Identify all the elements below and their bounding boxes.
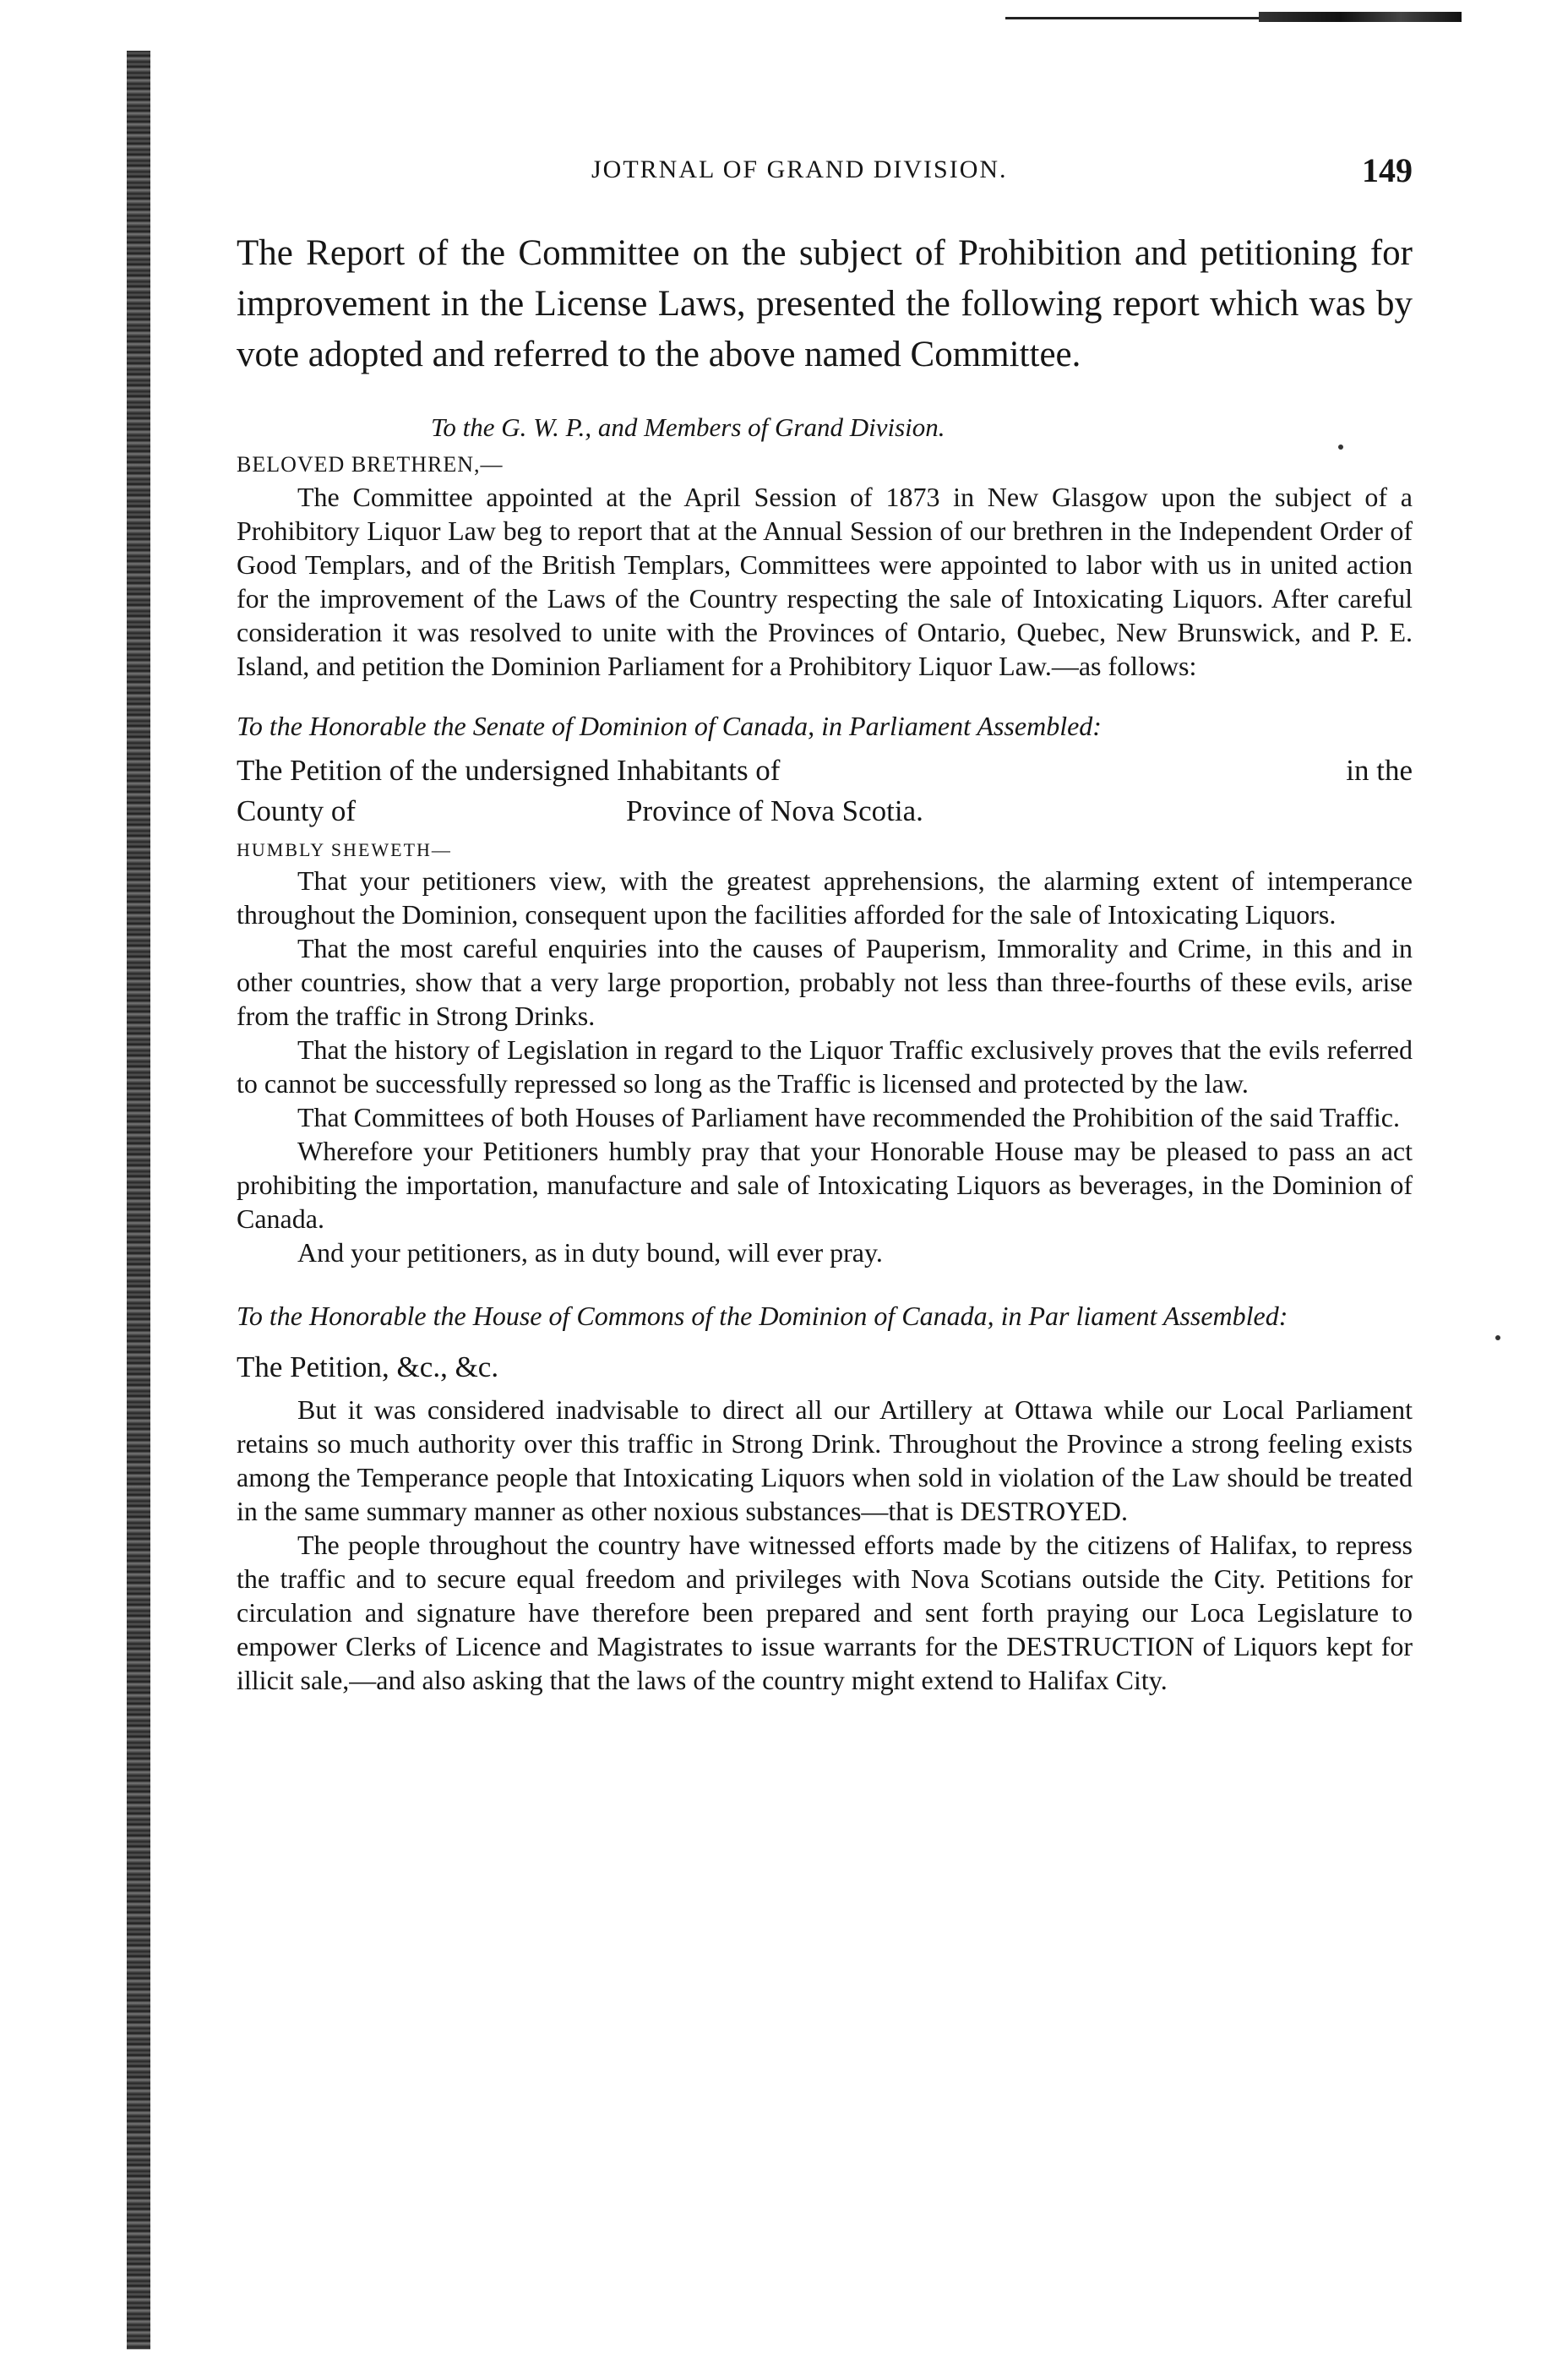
running-title: JOTRNAL OF GRAND DIVISION. [591,155,1008,183]
address-line: To the G. W. P., and Members of Grand Division. [431,412,945,442]
closing-paragraph: But it was considered inadvisable to direct all our Artillery at Ottawa while our Local Parliament retains so much authority over this traffic in Strong Drink. Throughout the Province a strong feeling exists among the Temperance people that Intoxicating Liquors when sold in violation of the Law should be treated in the same summary manner as other noxious substances—that is DESTROYED. [237,1394,1413,1526]
humbly-sheweth: HUMBLY SHEWETH— [237,839,452,860]
commons-petition-heading: To the Honorable the House of Commons of the Dominion of Canada, in Par liament Assembled: [237,1301,1288,1331]
closing-paragraph: The people throughout the country have witnessed efforts made by the citizens of Halifax, to repress the traffic and to secure equal freedom and privileges with Nova Scotians outside the City. Petitions for circulation and signature have therefore been prepared and sent forth praying our Loca Legislature to empower Clerks of Licence and Magistrates to issue warrants for the DESTRUCTION of Liquors kept for illicit sale,—and also asking that the laws of the country might extend to Halifax City. [237,1530,1413,1695]
top-edge-bar-thick [1259,12,1462,22]
petition-paragraph: And your petitioners, as in duty bound, will ever pray. [297,1237,883,1268]
senate-petition-heading: To the Honorable the Senate of Dominion of Canada, in Parliament Assembled: [237,711,1102,741]
petition-line-1-right: in the [1346,754,1413,787]
petition-paragraph: Wherefore your Petitioners humbly pray that your Honorable House may be pleased to pass an act prohibiting the importation, manufacture and sale of Intoxicating Liquors as beverages, in the Dominion of Canada. [237,1136,1413,1234]
page-header [237,150,1413,201]
petition-line-1 [237,750,1413,791]
petition-line-2-right: Province of Nova Scotia. [625,794,923,827]
petition-line-2-left: County of [237,794,356,827]
commons-petition-line: The Petition, &c., &c. [237,1350,499,1383]
petition-line-2 [237,791,1413,832]
petition-paragraph: That the most careful enquiries into the causes of Pauperism, Immorality and Crime, in this and in other countries, show that a very large proportion, probably not less than three-fourths of these evils, arise from the traffic in Strong Drinks. [237,933,1413,1031]
top-edge-bar [1005,12,1462,22]
top-edge-bar-thin [1005,17,1259,19]
petition-line-1-left: The Petition of the undersigned Inhabitants of [237,754,781,787]
binding-spine [127,51,150,2349]
petition-paragraph: That your petitioners view, with the greatest apprehensions, the alarming extent of intemperance throughout the Dominion, consequent upon the facilities afforded for the sale of Intoxicating Liquors. [237,865,1413,930]
ink-speck [1495,1335,1500,1340]
report-paragraph: The Committee appointed at the April Session of 1873 in New Glasgow upon the subject of a Prohibitory Liquor Law beg to report that at the Annual Session of our brethren in the Independent Order of Good Templars, and of the British Templars, Committees were appointed to labor with us in united action for the improvement of the Laws of the Country respecting the sale of Intoxicating Liquors. After careful consideration it was resolved to unite with the Provinces of Ontario, Quebec, New Brunswick, and P. E. Island, and petition the Dominion Parliament for a Prohibitory Liquor Law.—as follows: [237,482,1413,681]
petition-paragraph: That the history of Legislation in regard to the Liquor Traffic exclusively proves that the evils referred to cannot be successfully repressed so long as the Traffic is licensed and protected by the law. [237,1034,1413,1099]
salutation: BELOVED BRETHREN,— [237,452,504,477]
page-content [237,228,1413,1697]
petition-paragraph: That Committees of both Houses of Parliament have recommended the Prohibition of the said Traffic. [297,1102,1400,1132]
page-number: 149 [1362,151,1413,189]
intro-paragraph: The Report of the Committee on the subject of Prohibition and petitioning for improvement in the License Laws, presented the following report which was by vote adopted and referred to the above named Committee. [237,233,1413,374]
